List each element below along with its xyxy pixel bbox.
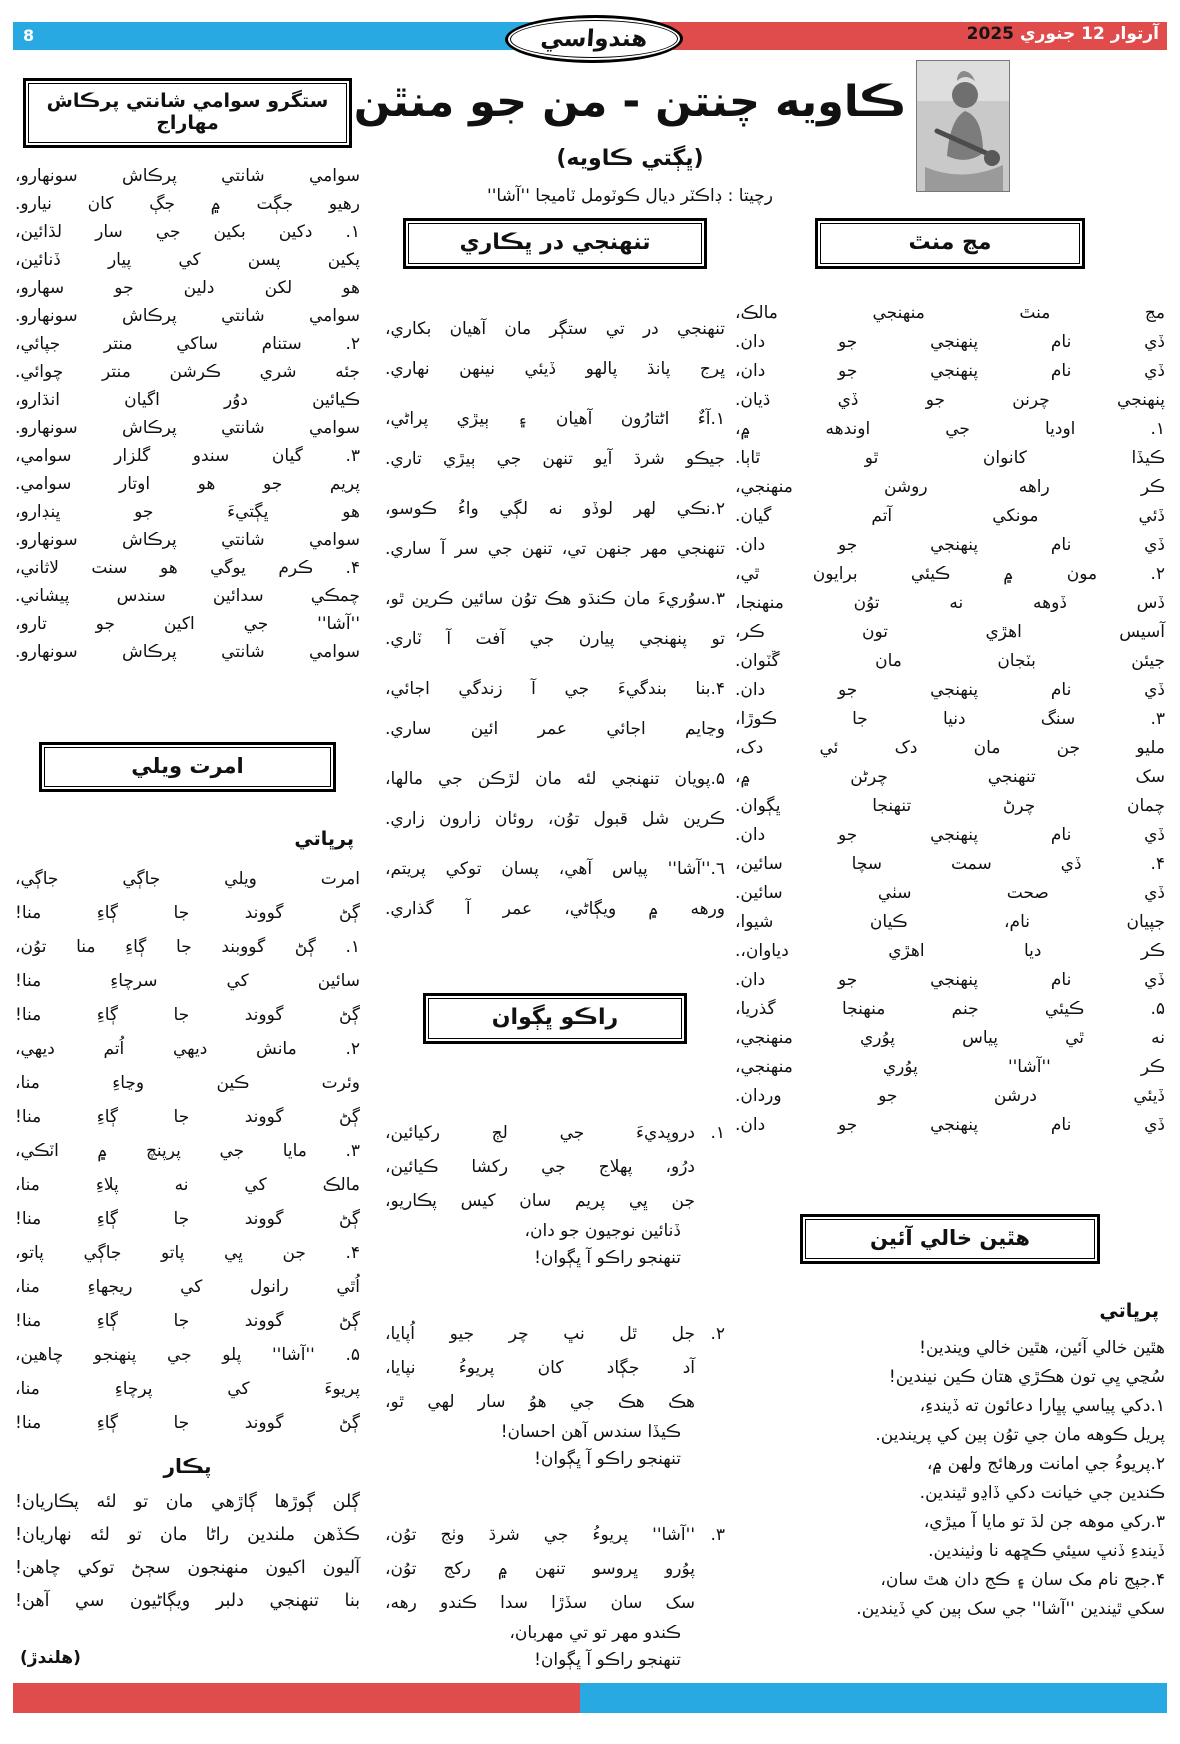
poem-line: تنهنجو راڪو آ ڀڳوان! xyxy=(534,1449,681,1469)
stanza-number: ٣. xyxy=(710,1525,725,1545)
poem-line: پوُرو ڀروسو تنهن ۾ رکج توُن، xyxy=(385,1559,695,1579)
poem-line: ڳڻ گووند جا ڳاءِ منا! xyxy=(15,1107,360,1127)
section-title: تنهنجي در ڀڪاري xyxy=(408,223,702,264)
page-subtitle: (ڀڳتي ڪاويه) xyxy=(556,146,704,171)
poem-line: جل ٿل نڀ چر جيو اُپايا، xyxy=(385,1324,695,1344)
saraswati-photo xyxy=(916,60,1010,192)
poem-line: ٢. مانش ديهي اُتم ديهي، xyxy=(15,1039,360,1059)
poem-line: ''آشا'' جي اکين جو تارو، xyxy=(15,614,360,634)
poem-line: جيئن بٽجان مان ڱٽوان. xyxy=(735,651,1165,671)
poem-line: ١.دکي پياسي پڀارا دعائون ته ڏيندءِ، xyxy=(919,1396,1165,1416)
couplet-line-b: تو پنهنجي پيارن جي آفت آ ٽاري. xyxy=(385,629,725,649)
poem-line: ڪر راهه روشن منهنجي، xyxy=(735,477,1165,497)
poem-line: نه ٿي پياس پوُري منهنجي، xyxy=(735,1028,1165,1048)
header-blue-segment xyxy=(13,22,580,50)
poem-amrit-veli xyxy=(15,862,360,1440)
heading-pukar: پڪار xyxy=(163,1454,212,1478)
poem-line: ٣. سنگ دنيا جا ڪوڙا، xyxy=(735,709,1165,729)
poem-line: ڪڏهن ملندين راڻا مان تو لئه نهاريان! xyxy=(15,1525,360,1545)
poem-line: ڳلن ڳوڙها ڳاڙهي مان تو لئه پڪاريان! xyxy=(15,1492,360,1512)
poem-line: آسيس اهڙي تون ڪر، xyxy=(735,622,1165,642)
poem-line: امرت ويلي جاڳي جاڳي، xyxy=(15,869,360,889)
stanza-refrain xyxy=(385,1218,695,1272)
left-column xyxy=(15,70,360,1618)
poem-line: سوامي شانتي پرڪاش سونهارو. xyxy=(15,306,360,326)
poem-line: چمڪي سدائين سندس پيشاني. xyxy=(15,586,360,606)
poem-line: ڪيڏا سندس آهن احسان! xyxy=(500,1422,681,1442)
stanza-lines xyxy=(385,1518,695,1620)
couplet-line-a: ٢.نڪي لهر لوڏو نه لڳي واءُ ڪوسو، xyxy=(385,499,725,519)
poem-line: ڪر ''آشا'' پوُري منهنجي، xyxy=(735,1057,1165,1077)
stanza-3 xyxy=(385,1518,725,1674)
couplet-line-a: ٦.''آشا'' پياس آهي، پسان توکي پريتم، xyxy=(385,859,725,879)
couplet xyxy=(385,399,725,479)
couplet-line-b: جيڪو شرڌ آيو تنهن جي ٻيڙي تاري. xyxy=(385,449,725,469)
poem-line: سُڃي ڀي تون هڪڙي هتان ڪين نيندين! xyxy=(888,1367,1165,1387)
poem-line: رهيو جڳت ۾ جڳ کان نيارو. xyxy=(15,194,360,214)
poem-line: ڏي نام پنهنجي جو دان، xyxy=(735,361,1165,381)
poem-line: ڪندو مهر تو تي مهربان، xyxy=(509,1623,681,1643)
couplet-line-b: ڪرين شل قبول توُن، روئان زارون زاري. xyxy=(385,809,725,829)
stanza-refrain xyxy=(385,1620,695,1674)
poem-line: تنهنجو راڪو آ ڀڳوان! xyxy=(534,1650,681,1670)
poem-line: سائين کي سرچاءِ منا! xyxy=(15,971,360,991)
poem-line: هڪ هڪ جي هوُ سار لهي ٿو، xyxy=(385,1392,695,1412)
footer-blue-segment xyxy=(580,1683,1167,1713)
poem-line: پريوءَ کي پرچاءِ منا، xyxy=(15,1379,360,1399)
section-box-amrit-veli xyxy=(39,742,336,792)
stanza-lines xyxy=(385,1116,695,1218)
middle-column xyxy=(385,210,725,1719)
poem-line: ڏيندءِ ڏنڀ سيئي ڪڇهه نا وٺيندين. xyxy=(928,1541,1165,1561)
section-box-tunhinji-dar xyxy=(403,218,707,269)
couplet xyxy=(385,669,725,749)
poem-line: ١. اوديا جي اوندهه ۾، xyxy=(735,419,1165,439)
poem-line: ڏنائين نوجيون جو دان، xyxy=(524,1221,681,1241)
poem-line: مڃ منٿ منهنجي مالڪ، xyxy=(735,303,1165,323)
date-line xyxy=(967,24,1159,44)
poem-line: سوامي شانتي پرڪاش سونهارو. xyxy=(15,642,360,662)
poem-line: ڏي نام پنهنجي جو دان. xyxy=(735,970,1165,990)
logo-text: هندواسي xyxy=(539,26,649,52)
poem-line: ٣.رکي موهه جن لڌ تو مايا آ ميڙي، xyxy=(923,1512,1165,1532)
section-box-satguru xyxy=(23,78,352,148)
poem-line: پنهنجي چرنن جو ڏي ڌيان. xyxy=(735,390,1165,410)
couplet-line-b: ورهه ۾ ويڳاڻي، عمر آ گذاري. xyxy=(385,899,725,919)
stanza-lines xyxy=(385,1317,695,1419)
section-title: مڃ منٿ xyxy=(820,223,1080,264)
poem-line: ڳڻ گووند جا ڳاءِ منا! xyxy=(15,1311,360,1331)
poem-line: ''آشا'' پريوءُ جي شرڌ وٺج توُن، xyxy=(385,1525,695,1545)
poem-line: ١. دکين بکين جي سار لڌائين، xyxy=(15,222,360,242)
poem-line: سوامي شانتي پرڪاش سونهارو. xyxy=(15,418,360,438)
poem-line: ٢. ستنام ساکي منتر جپائي، xyxy=(15,334,360,354)
poem-line: ڏئي مونکي آتم گيان. xyxy=(735,506,1165,526)
section-title: هٿين خالي آئين xyxy=(805,1219,1095,1259)
poem-line: دروپديءَ جي لڄ رکيائين، xyxy=(385,1123,695,1143)
couplet xyxy=(385,579,725,659)
poem-line: پريم جو هو اوتار سوامي. xyxy=(15,474,360,494)
poem-line: جپيان نام، ڪيان شيوا، xyxy=(735,912,1165,932)
newspaper-logo xyxy=(503,15,684,63)
poem-line: سکي ٿيندين ''آشا'' جي سک ٻين کي ڏيندين. xyxy=(856,1599,1165,1619)
couplet xyxy=(385,489,725,569)
poem-line: ڪندين جي خيانت دکي ڏاڍو ٿيندين. xyxy=(919,1483,1165,1503)
bottom-bar xyxy=(13,1683,1167,1713)
poem-pukar xyxy=(15,1486,360,1618)
right-column xyxy=(735,210,1165,1624)
author-byline: رچيتا : ڊاڪٽر ديال ڪوٽومل ٽاميجا ''آشا'' xyxy=(487,186,773,206)
poem-line: ۵. ڪيئي جنم منهنجا گذريا، xyxy=(735,999,1165,1019)
poem-line: پريل ڪوهه مان جي توُن ٻين کي پريندين. xyxy=(875,1425,1165,1445)
stanza-1 xyxy=(385,1116,725,1272)
poem-line: ڏي صحت سٺي سائين. xyxy=(735,883,1165,903)
poem-line: آد جڳاد کان پريوءُ نپايا، xyxy=(385,1358,695,1378)
poem-line: ڪيڏا کانوان ٿو ٿاٻا. xyxy=(735,448,1165,468)
poem-line: چمان چرڻ تنهنجا ڀڳوان. xyxy=(735,796,1165,816)
poem-line: ڪر ديا اهڙي دياوان،. xyxy=(735,941,1165,961)
couplet-line-a: تنهنجي در تي ستڳر مان آهيان بکاري، xyxy=(385,319,725,339)
label-prabhati: پرڀاتي xyxy=(294,828,354,850)
poem-line: ۴. ڏي سمت سچا سائين، xyxy=(735,854,1165,874)
poem-line: ڏي نام پنهنجي جو دان. xyxy=(735,332,1165,352)
year-text: 2025 xyxy=(966,24,1014,44)
poem-line: ٣. مايا جي پرپنچ ۾ اٽڪي، xyxy=(15,1141,360,1161)
poem-line: ڏي نام پنهنجي جو دان. xyxy=(735,1115,1165,1135)
section-title: راڪو ڀڳوان xyxy=(428,998,682,1039)
poem-line: سک سان سڏڙا سدا ڪندو رهه، xyxy=(385,1593,695,1613)
stanza-number: ١. xyxy=(710,1123,725,1143)
poem-line: آليون اکيون منهنجون سڄڻ توکي چاهن! xyxy=(15,1558,360,1578)
couplet-line-a: ١.آءٌ اڻتارُون آهيان ۽ ٻيڙي پراڻي، xyxy=(385,409,725,429)
couplet xyxy=(385,849,725,929)
poem-line: هو ڀڳتيءَ جو ڀنڊارو، xyxy=(15,502,360,522)
poem-line: ڏيئي درشن جو وردان. xyxy=(735,1086,1165,1106)
poem-satguru xyxy=(15,162,360,666)
poem-line: ١. ڳڻ گووبند جا ڳاءِ منا توُن، xyxy=(15,937,360,957)
page-number: 8 xyxy=(23,26,35,45)
poem-line: ٣. گيان سندو گلزار سوامي، xyxy=(15,446,360,466)
couplet-line-b: ڀرج پانڌ پالهو ڏيئي نينهن نهاري. xyxy=(385,359,725,379)
poem-line: ڳڻ گووند جا ڳاءِ منا! xyxy=(15,1209,360,1229)
poem-line: تنهنجو راڪو آ ڀڳوان! xyxy=(534,1248,681,1268)
poem-line: سک تنهنجي چرڻن ۾، xyxy=(735,767,1165,787)
poem-line: ڪيائين دوُر اگيان انڌارو، xyxy=(15,390,360,410)
poem-tunhinji-dar xyxy=(385,309,725,929)
poem-line: ۴. ڪرم يوگي هو سنت لاثاني، xyxy=(15,558,360,578)
section-title: ستگرو سوامي شانتي پرڪاش مهاراج xyxy=(28,83,347,143)
poem-line: جن ڀي پريم سان کيس پڪاريو، xyxy=(385,1191,695,1211)
poem-line: پکين پسن کي پيار ڏنائين، xyxy=(15,250,360,270)
poem-line: ۴.جپج نام مک سان ۽ ڪج دان هٿ سان، xyxy=(880,1570,1165,1590)
poem-line: اُٿي رانول کي ريجهاءِ منا، xyxy=(15,1277,360,1297)
poem-line: ڳڻ گووند جا ڳاءِ منا! xyxy=(15,1005,360,1025)
section-box-hathin-khali xyxy=(800,1214,1100,1264)
stanza-refrain xyxy=(385,1419,695,1473)
top-header-bar xyxy=(13,22,1167,50)
poem-hathin-khali xyxy=(735,1334,1165,1624)
couplet-line-b: تنهنجي مهر جنهن تي، تنهن جي سر آ ساري. xyxy=(385,539,725,559)
couplet-line-a: ٣.سوُريءَ مان ڪنڌو هڪ توُن سائين ڪرين ٿو، xyxy=(385,589,725,609)
poem-line: بنا تنهنجي دلبر ويڳاڻيون سي آهن! xyxy=(15,1591,360,1611)
date-text: آرتوار 12 جنوري xyxy=(1020,24,1159,44)
stanza-number: ٢. xyxy=(710,1324,725,1344)
poem-line: ڏس ڏوهه نه توُن منهنجا، xyxy=(735,593,1165,613)
poem-line: ڏي نام پنهنجي جو دان. xyxy=(735,535,1165,555)
poem-line: ٢.پريوءُ جي امانت ورهائج ولهن ۾، xyxy=(926,1454,1165,1474)
poem-line: سوامي شانتي پرڪاش سونهارو، xyxy=(15,166,360,186)
label-prabhati: پرڀاتي xyxy=(1099,1300,1159,1322)
poem-line: ٢. مون ۾ ڪيئي برايون ٿي، xyxy=(735,564,1165,584)
poem-line: ۵. ''آشا'' پلو جي پنهنجو چاهين، xyxy=(15,1345,360,1365)
poem-manj-manth xyxy=(735,299,1165,1140)
couplet xyxy=(385,759,725,839)
poem-line: جئه شري ڪرشن منتر چوائي. xyxy=(15,362,360,382)
couplet-line-a: ۴.بنا بندگيءَ جي آ زندگي اجائي، xyxy=(385,679,725,699)
poem-line: مليو جن مان دک ئي دک، xyxy=(735,738,1165,758)
poem-line: وئرت ڪين وڃاءِ منا، xyxy=(15,1073,360,1093)
poem-line: هو لکن دلين جو سهارو، xyxy=(15,278,360,298)
poem-line: ڳڻ گووند جا ڳاءِ منا! xyxy=(15,903,360,923)
footer-red-segment xyxy=(13,1683,580,1713)
saraswati-illustration xyxy=(917,61,1009,191)
poem-line: هٿين خالي آئين، هٿين خالي ويندين! xyxy=(919,1338,1165,1358)
couplet xyxy=(385,309,725,389)
continued-marker: (هلندڙ) xyxy=(20,1648,81,1668)
poem-line: ڏي نام پنهنجي جو دان. xyxy=(735,825,1165,845)
poem-line: ڏي نام پنهنجي جو دان. xyxy=(735,680,1165,700)
poem-line: درُو، پهلاج جي رکشا ڪيائين، xyxy=(385,1157,695,1177)
poem-line: ڳڻ گووند جا ڳاءِ منا! xyxy=(15,1413,360,1433)
couplet-line-a: ۵.پويان تنهنجي لئه مان لڙڪن جي مالها، xyxy=(385,769,725,789)
poem-line: مالڪ کي نه پلاءِ منا، xyxy=(15,1175,360,1195)
page-title: ڪاويه چنتن - من جو منٿن xyxy=(353,77,907,127)
section-box-manj-manth xyxy=(815,218,1085,269)
poem-line: ۴. جن ڀي پاتو جاڳي پاتو، xyxy=(15,1243,360,1263)
couplet-line-b: وڃايم اجائي عمر ائين ساري. xyxy=(385,719,725,739)
stanza-2 xyxy=(385,1317,725,1473)
section-title: امرت ويلي xyxy=(44,747,331,787)
section-box-rako-bhagwan xyxy=(423,993,687,1044)
poem-line: سوامي شانتي پرڪاش سونهارو. xyxy=(15,530,360,550)
